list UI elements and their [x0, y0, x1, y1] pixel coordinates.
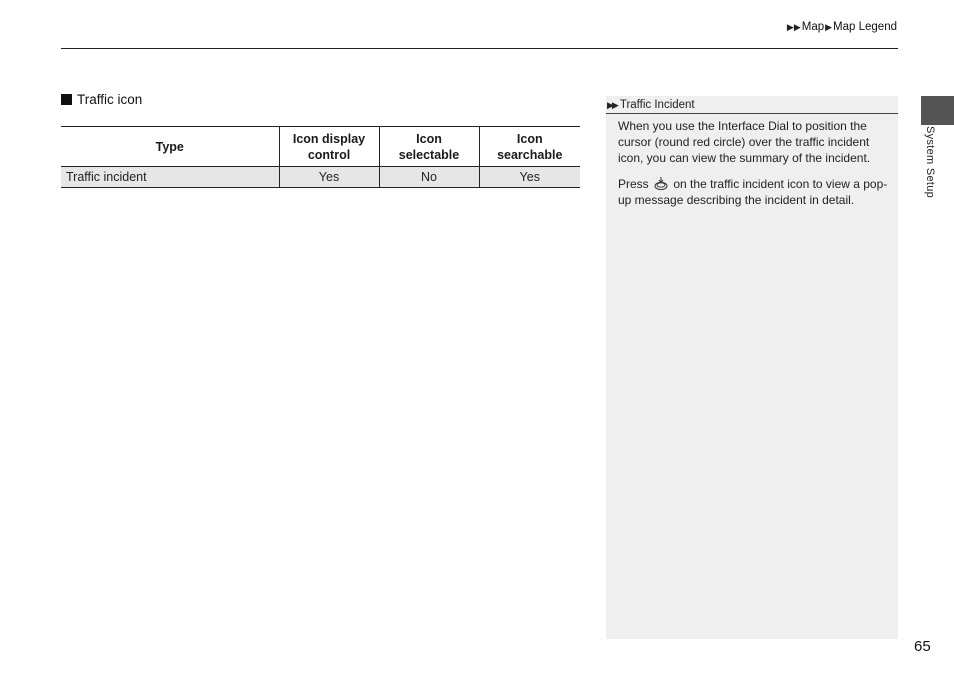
table-header-row: [61, 127, 580, 167]
square-bullet-icon: [61, 94, 72, 105]
header-icon-display-control: Icon display control: [279, 127, 379, 167]
sidebar-body: [606, 114, 898, 208]
sidebar-header: [606, 96, 898, 114]
double-triangle-right-icon: ▶▶: [786, 21, 801, 32]
cell-searchable: Yes: [479, 167, 580, 188]
chapter-label: System Setup: [924, 126, 936, 199]
triangle-right-icon: ▶: [825, 21, 833, 32]
header-icon-selectable: Icon selectable: [379, 127, 479, 167]
cell-type: Traffic incident: [61, 167, 279, 188]
sidebar-paragraph-2: Press on the traffic incident icon to view a pop-up message describing the incident in detail.: [618, 177, 888, 207]
cell-selectable: No: [379, 167, 479, 188]
header-type: Type: [61, 127, 279, 167]
chapter-tab: [921, 96, 954, 125]
section-title: [61, 92, 142, 107]
header-icon-searchable: Icon searchable: [479, 127, 580, 167]
sidebar-title: Traffic Incident: [619, 98, 695, 111]
reference-arrows-icon: ▶▶: [607, 99, 617, 110]
header-divider: [61, 48, 898, 49]
breadcrumb-level2: Map Legend: [833, 21, 897, 33]
table-row: [61, 167, 580, 188]
page-number: 65: [914, 638, 931, 655]
note-sidebar: [606, 96, 898, 639]
interface-dial-press-icon: [654, 176, 668, 191]
section-title-text: Traffic icon: [77, 92, 143, 107]
sidebar-paragraph-1: When you use the Interface Dial to position the cursor (round red circle) over the traffic incident icon, you can view the summary of the incident.: [618, 119, 871, 165]
traffic-icon-table: [61, 126, 580, 188]
cell-display-control: Yes: [279, 167, 379, 188]
breadcrumb-level1: Map: [801, 21, 825, 33]
breadcrumb: [786, 21, 897, 33]
